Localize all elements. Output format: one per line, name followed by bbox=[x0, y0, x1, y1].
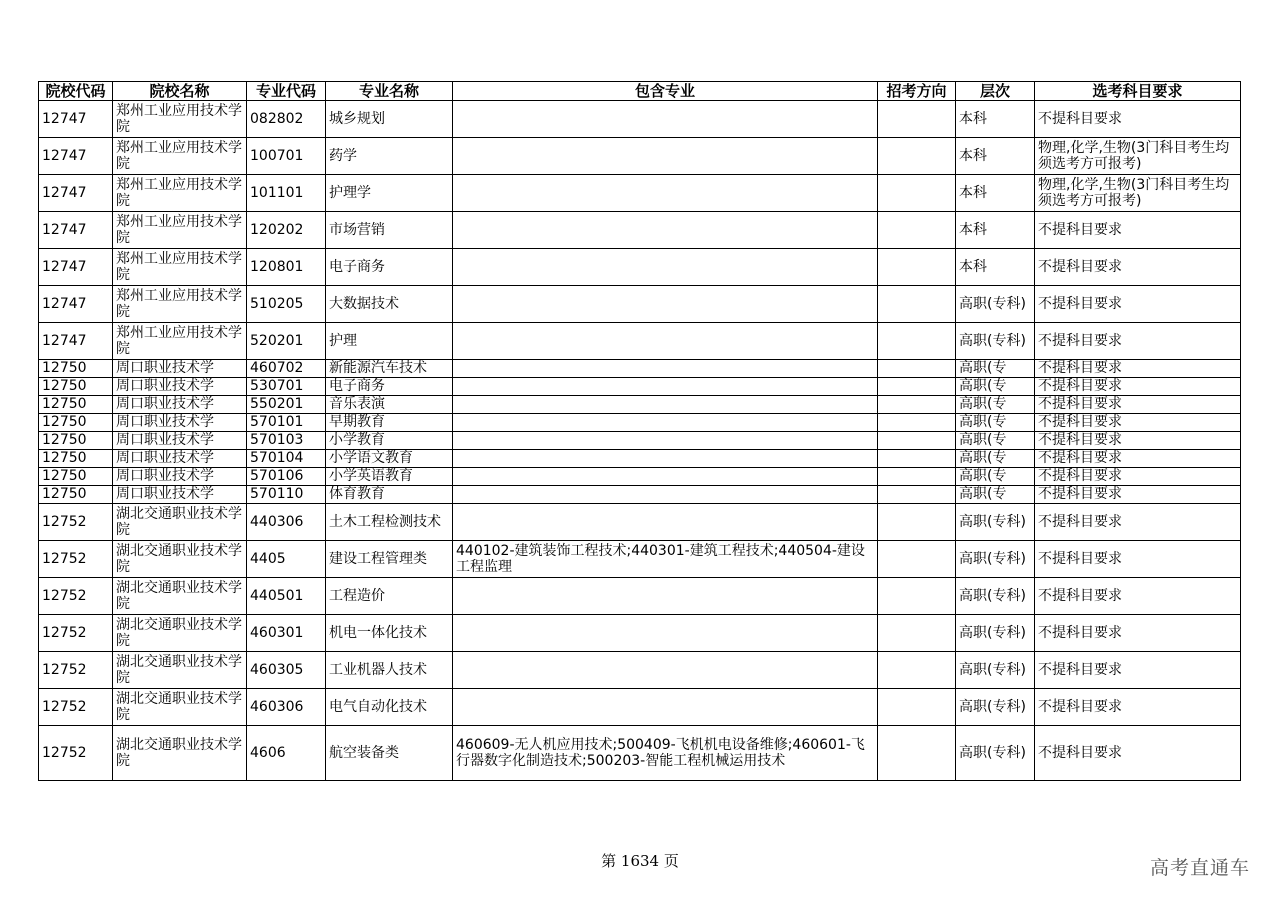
cell-school-code: 12750 bbox=[39, 414, 113, 432]
cell-school-name: 周口职业技术学 bbox=[113, 414, 247, 432]
table-row bbox=[39, 249, 1241, 286]
cell-level: 高职(专 bbox=[956, 450, 1035, 468]
header-school-name: 院校名称 bbox=[113, 82, 247, 101]
cell-major-code: 570106 bbox=[247, 468, 326, 486]
cell-school-name: 周口职业技术学 bbox=[113, 378, 247, 396]
table-row bbox=[39, 615, 1241, 652]
cell-requirement: 不提科目要求 bbox=[1035, 615, 1241, 652]
cell-direction bbox=[878, 652, 956, 689]
cell-major-name: 体育教育 bbox=[326, 486, 453, 504]
cell-major-code: 550201 bbox=[247, 396, 326, 414]
cell-includes bbox=[453, 175, 878, 212]
cell-major-name: 小学教育 bbox=[326, 432, 453, 450]
cell-includes bbox=[453, 468, 878, 486]
table-row bbox=[39, 396, 1241, 414]
cell-requirement: 不提科目要求 bbox=[1035, 504, 1241, 541]
cell-level: 高职(专 bbox=[956, 468, 1035, 486]
cell-major-name: 工程造价 bbox=[326, 578, 453, 615]
cell-major-name: 药学 bbox=[326, 138, 453, 175]
watermark: 高考直通车 bbox=[1149, 857, 1250, 879]
header-direction: 招考方向 bbox=[878, 82, 956, 101]
cell-major-name: 护理学 bbox=[326, 175, 453, 212]
cell-major-code: 460702 bbox=[247, 360, 326, 378]
cell-level: 高职(专科) bbox=[956, 615, 1035, 652]
cell-school-code: 12750 bbox=[39, 360, 113, 378]
cell-level: 高职(专科) bbox=[956, 286, 1035, 323]
cell-level: 高职(专 bbox=[956, 378, 1035, 396]
cell-school-name: 湖北交通职业技术学院 bbox=[113, 689, 247, 726]
cell-major-name: 市场营销 bbox=[326, 212, 453, 249]
header-row bbox=[39, 82, 1241, 101]
cell-school-name: 郑州工业应用技术学院 bbox=[113, 249, 247, 286]
cell-direction bbox=[878, 504, 956, 541]
cell-school-code: 12752 bbox=[39, 578, 113, 615]
cell-includes bbox=[453, 689, 878, 726]
cell-school-name: 郑州工业应用技术学院 bbox=[113, 286, 247, 323]
cell-direction bbox=[878, 212, 956, 249]
cell-school-name: 湖北交通职业技术学院 bbox=[113, 615, 247, 652]
cell-level: 高职(专科) bbox=[956, 726, 1035, 781]
cell-includes bbox=[453, 432, 878, 450]
cell-school-code: 12752 bbox=[39, 652, 113, 689]
cell-school-code: 12747 bbox=[39, 249, 113, 286]
header-requirement: 选考科目要求 bbox=[1035, 82, 1241, 101]
table-row bbox=[39, 175, 1241, 212]
cell-major-name: 小学语文教育 bbox=[326, 450, 453, 468]
cell-level: 本科 bbox=[956, 249, 1035, 286]
cell-school-name: 周口职业技术学 bbox=[113, 486, 247, 504]
table-row bbox=[39, 212, 1241, 249]
table-row bbox=[39, 360, 1241, 378]
cell-direction bbox=[878, 541, 956, 578]
cell-level: 本科 bbox=[956, 212, 1035, 249]
cell-includes bbox=[453, 652, 878, 689]
cell-includes bbox=[453, 249, 878, 286]
table-row bbox=[39, 726, 1241, 781]
cell-includes: 460609-无人机应用技术;500409-飞机机电设备维修;460601-飞行器数字化制造技术;500203-智能工程机械运用技术 bbox=[453, 726, 878, 781]
cell-includes bbox=[453, 323, 878, 360]
cell-school-name: 郑州工业应用技术学院 bbox=[113, 212, 247, 249]
cell-school-name: 湖北交通职业技术学院 bbox=[113, 504, 247, 541]
table-row bbox=[39, 578, 1241, 615]
cell-level: 高职(专科) bbox=[956, 541, 1035, 578]
cell-school-name: 郑州工业应用技术学院 bbox=[113, 175, 247, 212]
cell-requirement: 不提科目要求 bbox=[1035, 689, 1241, 726]
cell-direction bbox=[878, 615, 956, 652]
cell-level: 高职(专 bbox=[956, 432, 1035, 450]
cell-requirement: 不提科目要求 bbox=[1035, 414, 1241, 432]
cell-requirement: 物理,化学,生物(3门科目考生均须选考方可报考) bbox=[1035, 175, 1241, 212]
cell-school-code: 12750 bbox=[39, 378, 113, 396]
cell-direction bbox=[878, 378, 956, 396]
cell-level: 高职(专科) bbox=[956, 504, 1035, 541]
cell-school-code: 12747 bbox=[39, 323, 113, 360]
table-row bbox=[39, 486, 1241, 504]
cell-level: 高职(专科) bbox=[956, 652, 1035, 689]
cell-level: 高职(专 bbox=[956, 396, 1035, 414]
cell-major-code: 440501 bbox=[247, 578, 326, 615]
cell-major-name: 土木工程检测技术 bbox=[326, 504, 453, 541]
table-row bbox=[39, 286, 1241, 323]
cell-school-name: 周口职业技术学 bbox=[113, 432, 247, 450]
cell-direction bbox=[878, 432, 956, 450]
table-row bbox=[39, 689, 1241, 726]
cell-includes bbox=[453, 360, 878, 378]
page-number: 第 1634 页 bbox=[601, 852, 679, 870]
cell-includes bbox=[453, 212, 878, 249]
table-row bbox=[39, 450, 1241, 468]
header-major-code: 专业代码 bbox=[247, 82, 326, 101]
cell-includes bbox=[453, 378, 878, 396]
cell-school-code: 12750 bbox=[39, 486, 113, 504]
cell-major-code: 4606 bbox=[247, 726, 326, 781]
cell-direction bbox=[878, 323, 956, 360]
cell-major-code: 460305 bbox=[247, 652, 326, 689]
cell-includes bbox=[453, 615, 878, 652]
cell-level: 高职(专科) bbox=[956, 323, 1035, 360]
cell-major-code: 460306 bbox=[247, 689, 326, 726]
cell-major-code: 082802 bbox=[247, 101, 326, 138]
cell-requirement: 不提科目要求 bbox=[1035, 726, 1241, 781]
cell-requirement: 不提科目要求 bbox=[1035, 360, 1241, 378]
cell-major-name: 城乡规划 bbox=[326, 101, 453, 138]
cell-includes bbox=[453, 504, 878, 541]
cell-school-code: 12747 bbox=[39, 101, 113, 138]
cell-includes bbox=[453, 396, 878, 414]
cell-requirement: 不提科目要求 bbox=[1035, 541, 1241, 578]
cell-major-code: 530701 bbox=[247, 378, 326, 396]
cell-direction bbox=[878, 101, 956, 138]
table-row bbox=[39, 541, 1241, 578]
cell-direction bbox=[878, 175, 956, 212]
table-row bbox=[39, 138, 1241, 175]
cell-requirement: 不提科目要求 bbox=[1035, 468, 1241, 486]
cell-direction bbox=[878, 249, 956, 286]
cell-school-code: 12750 bbox=[39, 396, 113, 414]
cell-includes bbox=[453, 101, 878, 138]
cell-major-code: 120801 bbox=[247, 249, 326, 286]
cell-major-code: 570104 bbox=[247, 450, 326, 468]
cell-school-code: 12752 bbox=[39, 615, 113, 652]
cell-major-code: 570101 bbox=[247, 414, 326, 432]
cell-level: 高职(专 bbox=[956, 486, 1035, 504]
cell-requirement: 不提科目要求 bbox=[1035, 286, 1241, 323]
header-level: 层次 bbox=[956, 82, 1035, 101]
cell-requirement: 不提科目要求 bbox=[1035, 396, 1241, 414]
cell-requirement: 物理,化学,生物(3门科目考生均须选考方可报考) bbox=[1035, 138, 1241, 175]
cell-requirement: 不提科目要求 bbox=[1035, 578, 1241, 615]
cell-includes bbox=[453, 578, 878, 615]
cell-school-code: 12752 bbox=[39, 726, 113, 781]
cell-major-name: 新能源汽车技术 bbox=[326, 360, 453, 378]
table-row bbox=[39, 652, 1241, 689]
cell-major-name: 小学英语教育 bbox=[326, 468, 453, 486]
cell-major-code: 120202 bbox=[247, 212, 326, 249]
cell-school-code: 12752 bbox=[39, 541, 113, 578]
cell-school-name: 湖北交通职业技术学院 bbox=[113, 726, 247, 781]
cell-includes bbox=[453, 286, 878, 323]
cell-requirement: 不提科目要求 bbox=[1035, 486, 1241, 504]
cell-level: 高职(专 bbox=[956, 414, 1035, 432]
cell-school-code: 12752 bbox=[39, 689, 113, 726]
cell-school-code: 12750 bbox=[39, 450, 113, 468]
cell-direction bbox=[878, 414, 956, 432]
cell-school-name: 周口职业技术学 bbox=[113, 396, 247, 414]
cell-includes bbox=[453, 414, 878, 432]
cell-includes bbox=[453, 486, 878, 504]
cell-includes bbox=[453, 138, 878, 175]
cell-major-name: 航空装备类 bbox=[326, 726, 453, 781]
cell-major-name: 机电一体化技术 bbox=[326, 615, 453, 652]
cell-level: 本科 bbox=[956, 101, 1035, 138]
cell-school-name: 郑州工业应用技术学院 bbox=[113, 138, 247, 175]
cell-school-name: 周口职业技术学 bbox=[113, 360, 247, 378]
cell-direction bbox=[878, 396, 956, 414]
cell-school-name: 湖北交通职业技术学院 bbox=[113, 578, 247, 615]
cell-major-code: 100701 bbox=[247, 138, 326, 175]
cell-major-name: 早期教育 bbox=[326, 414, 453, 432]
cell-direction bbox=[878, 726, 956, 781]
header-major-name: 专业名称 bbox=[326, 82, 453, 101]
cell-school-code: 12752 bbox=[39, 504, 113, 541]
cell-school-name: 周口职业技术学 bbox=[113, 468, 247, 486]
cell-level: 本科 bbox=[956, 175, 1035, 212]
cell-direction bbox=[878, 468, 956, 486]
cell-level: 高职(专 bbox=[956, 360, 1035, 378]
header-includes: 包含专业 bbox=[453, 82, 878, 101]
cell-level: 本科 bbox=[956, 138, 1035, 175]
cell-school-code: 12750 bbox=[39, 468, 113, 486]
table-row bbox=[39, 378, 1241, 396]
cell-direction bbox=[878, 689, 956, 726]
cell-major-code: 510205 bbox=[247, 286, 326, 323]
cell-school-name: 郑州工业应用技术学院 bbox=[113, 101, 247, 138]
table-row bbox=[39, 414, 1241, 432]
cell-major-code: 570103 bbox=[247, 432, 326, 450]
cell-major-code: 460301 bbox=[247, 615, 326, 652]
cell-school-code: 12747 bbox=[39, 286, 113, 323]
cell-direction bbox=[878, 286, 956, 323]
cell-school-code: 12750 bbox=[39, 432, 113, 450]
cell-school-code: 12747 bbox=[39, 212, 113, 249]
cell-major-name: 建设工程管理类 bbox=[326, 541, 453, 578]
cell-major-name: 音乐表演 bbox=[326, 396, 453, 414]
cell-major-code: 440306 bbox=[247, 504, 326, 541]
cell-major-code: 570110 bbox=[247, 486, 326, 504]
cell-school-name: 周口职业技术学 bbox=[113, 450, 247, 468]
cell-requirement: 不提科目要求 bbox=[1035, 432, 1241, 450]
cell-major-name: 电子商务 bbox=[326, 378, 453, 396]
cell-major-name: 电气自动化技术 bbox=[326, 689, 453, 726]
cell-level: 高职(专科) bbox=[956, 689, 1035, 726]
cell-requirement: 不提科目要求 bbox=[1035, 323, 1241, 360]
cell-direction bbox=[878, 486, 956, 504]
cell-includes: 440102-建筑装饰工程技术;440301-建筑工程技术;440504-建设工程监理 bbox=[453, 541, 878, 578]
table-row bbox=[39, 504, 1241, 541]
cell-direction bbox=[878, 450, 956, 468]
cell-school-name: 湖北交通职业技术学院 bbox=[113, 652, 247, 689]
cell-direction bbox=[878, 360, 956, 378]
cell-requirement: 不提科目要求 bbox=[1035, 101, 1241, 138]
cell-school-name: 湖北交通职业技术学院 bbox=[113, 541, 247, 578]
cell-requirement: 不提科目要求 bbox=[1035, 652, 1241, 689]
cell-major-code: 101101 bbox=[247, 175, 326, 212]
cell-school-name: 郑州工业应用技术学院 bbox=[113, 323, 247, 360]
cell-direction bbox=[878, 138, 956, 175]
cell-includes bbox=[453, 450, 878, 468]
table-row bbox=[39, 323, 1241, 360]
cell-school-code: 12747 bbox=[39, 175, 113, 212]
cell-school-code: 12747 bbox=[39, 138, 113, 175]
table-row bbox=[39, 468, 1241, 486]
cell-major-name: 护理 bbox=[326, 323, 453, 360]
cell-level: 高职(专科) bbox=[956, 578, 1035, 615]
cell-major-code: 4405 bbox=[247, 541, 326, 578]
cell-major-name: 电子商务 bbox=[326, 249, 453, 286]
cell-major-name: 工业机器人技术 bbox=[326, 652, 453, 689]
admissions-table bbox=[38, 81, 1241, 781]
header-school-code: 院校代码 bbox=[39, 82, 113, 101]
cell-requirement: 不提科目要求 bbox=[1035, 378, 1241, 396]
cell-major-code: 520201 bbox=[247, 323, 326, 360]
cell-requirement: 不提科目要求 bbox=[1035, 450, 1241, 468]
cell-requirement: 不提科目要求 bbox=[1035, 249, 1241, 286]
table-row bbox=[39, 101, 1241, 138]
cell-major-name: 大数据技术 bbox=[326, 286, 453, 323]
cell-direction bbox=[878, 578, 956, 615]
table-row bbox=[39, 432, 1241, 450]
cell-requirement: 不提科目要求 bbox=[1035, 212, 1241, 249]
